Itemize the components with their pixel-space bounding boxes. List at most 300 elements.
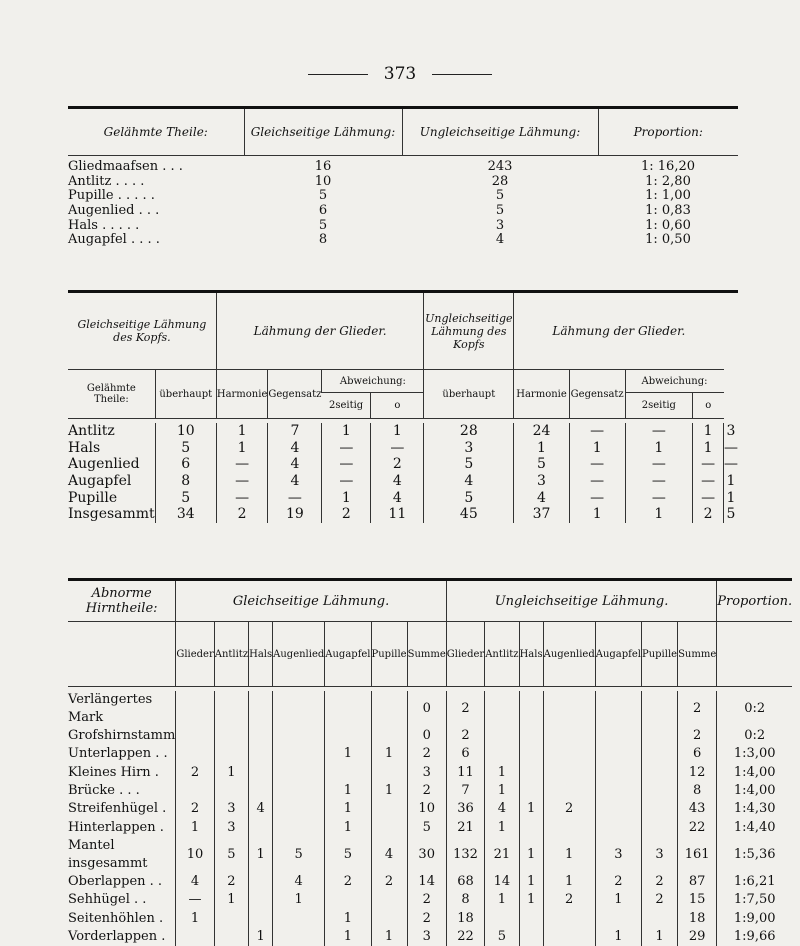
row-name: Vorderlappen .	[68, 928, 166, 944]
table-cell: 12	[678, 764, 717, 782]
table-cell	[641, 764, 677, 782]
cell-gleich: 8	[318, 232, 328, 248]
subheader-ueberhaupt-2: überhaupt	[424, 370, 514, 419]
table-cell: —	[322, 456, 371, 473]
table-cell: 1	[249, 928, 273, 946]
table-cell: 8	[446, 891, 484, 909]
table-cell: 1	[543, 837, 595, 873]
table-cell: 1	[325, 782, 371, 800]
table-cell	[519, 909, 543, 927]
table-cell: 19	[268, 506, 322, 523]
table-row	[68, 782, 792, 800]
table-cell: 4	[514, 489, 570, 506]
table-cell	[371, 909, 407, 927]
cell-proportion: 1:4,00	[717, 782, 792, 800]
table-cell: —	[216, 489, 268, 506]
table-cell: 29	[678, 928, 717, 946]
cell-ungleich: 28	[491, 173, 509, 189]
table-cell: 68	[446, 873, 484, 891]
table-cell: 1	[176, 818, 214, 836]
table-row	[68, 489, 738, 506]
cell-gleich: 5	[318, 188, 328, 204]
table-cell: —	[625, 423, 693, 440]
subheader-zseitig: 2seitig	[322, 393, 371, 419]
table-sub-header	[68, 622, 792, 687]
table-cell: 2	[446, 691, 484, 727]
table-cell: 1	[693, 423, 724, 440]
cell-proportion: 1:3,00	[717, 745, 792, 763]
table-row	[68, 473, 738, 490]
table-row	[68, 837, 792, 873]
table-cell: 5	[424, 489, 514, 506]
table-cell: 4	[371, 837, 407, 873]
table-cell: 1	[625, 440, 693, 457]
table-cell: 14	[485, 873, 519, 891]
table-cell: 1	[569, 506, 625, 523]
table-cell	[249, 782, 273, 800]
table-row	[68, 727, 792, 745]
table-cell: 1	[322, 489, 371, 506]
subheader-harmonie: Harmonie	[216, 370, 268, 419]
table-cell	[641, 691, 677, 727]
table-cell: 1	[569, 440, 625, 457]
table-cell	[176, 691, 214, 727]
table-cell: —	[724, 439, 738, 456]
table-cell	[519, 764, 543, 782]
table-paralysis-proportion	[68, 106, 738, 248]
table-cell	[595, 800, 641, 818]
table-cell: 2	[641, 873, 677, 891]
table-cell: 4	[273, 873, 325, 891]
table-cell: 2	[325, 873, 371, 891]
header-cell: Proportion:	[598, 108, 738, 156]
cell-proportion: 1: 2,80	[645, 173, 691, 189]
subheader-cell: Summe	[407, 622, 446, 687]
cell-proportion: 0:2	[717, 727, 792, 745]
row-name: Pupille	[68, 489, 118, 506]
table-cell: 5	[155, 440, 216, 457]
table-cell: 2	[216, 506, 268, 523]
table-cell	[519, 928, 543, 946]
table-cell: 4	[268, 456, 322, 473]
table-cell: 30	[407, 837, 446, 873]
table-cell: —	[693, 489, 724, 506]
table-cell: 1	[641, 928, 677, 946]
table-cell: 1	[214, 891, 248, 909]
table-cell	[371, 891, 407, 909]
table-cell: 1	[519, 891, 543, 909]
header-proportion: Proportion.	[717, 580, 792, 622]
table-cell: 7	[446, 782, 484, 800]
row-name: Sehhügel . .	[68, 892, 147, 908]
table-row	[68, 691, 792, 727]
table-cell: 14	[407, 873, 446, 891]
table-cell: 1	[176, 909, 214, 927]
table-cell: 2	[543, 891, 595, 909]
table-cell: 1	[625, 506, 693, 523]
table-cell: 132	[446, 837, 484, 873]
rule-right	[432, 74, 492, 75]
subheader-zseitig-2: 2seitig	[625, 393, 693, 419]
table-cell: 2	[322, 506, 371, 523]
table-cell: 1	[325, 909, 371, 927]
table-cell: —	[625, 456, 693, 473]
header-ungleich-kopf: Ungleichseitige Lähmung des Kopfs	[424, 292, 514, 370]
page-number: 373	[383, 64, 417, 84]
table-cell	[249, 691, 273, 727]
subheader-cell: Pupille	[371, 622, 407, 687]
table-cell: 7	[268, 423, 322, 440]
table-cell	[273, 727, 325, 745]
leader-dots: . . . .	[130, 232, 160, 248]
table-cell: 2	[543, 800, 595, 818]
table-cell: 6	[155, 456, 216, 473]
header-abnorm: Abnorme Hirntheile:	[68, 580, 176, 622]
table-cell: 22	[446, 928, 484, 946]
cell-gleich: 5	[318, 217, 328, 233]
cell-proportion: 0:2	[717, 691, 792, 727]
table-cell: —	[216, 473, 268, 490]
cell-proportion: 1:9,00	[717, 909, 792, 927]
table-cell	[273, 818, 325, 836]
row-name: Unterlappen . .	[68, 746, 168, 762]
table-cell	[641, 800, 677, 818]
table-cell: —	[724, 456, 738, 473]
table-cell: 4	[268, 440, 322, 457]
table-cell: 2	[176, 764, 214, 782]
table-cell: 21	[446, 818, 484, 836]
table-cell: 1	[325, 800, 371, 818]
table-cell: —	[569, 489, 625, 506]
header-cell: Gelähmte Theile:	[68, 108, 244, 156]
cell-proportion: 1: 1,00	[645, 188, 691, 204]
subheader-cell: Glieder	[176, 622, 214, 687]
cell-proportion: 1: 0,83	[645, 203, 691, 219]
table-cell	[519, 818, 543, 836]
table-cell: —	[322, 473, 371, 490]
table-cell: 6	[678, 745, 717, 763]
subheader-gegensatz-2: Gegensatz	[569, 370, 625, 419]
table-cell: 2	[641, 891, 677, 909]
table-cell	[249, 764, 273, 782]
row-label	[68, 175, 244, 190]
table-cell: 3	[724, 423, 739, 440]
table-cell: 4	[249, 800, 273, 818]
table-cell	[543, 928, 595, 946]
leader-dots: . . . . .	[117, 188, 155, 204]
table-cell: 5	[514, 456, 570, 473]
table-cell	[273, 764, 325, 782]
table-cell: 5	[325, 837, 371, 873]
table-cell: 1	[371, 745, 407, 763]
table-cell: 1	[216, 440, 268, 457]
table-cell: 1	[485, 818, 519, 836]
table-cell: 43	[678, 800, 717, 818]
table-cell	[249, 727, 273, 745]
row-label	[68, 233, 244, 248]
row-name: Augenlied	[68, 203, 135, 219]
subheader-theile: Gelähmte Theile:	[68, 370, 155, 419]
table-cell: 22	[678, 818, 717, 836]
table-cell	[371, 800, 407, 818]
table-cell: 0	[407, 691, 446, 727]
table-cell: 1	[693, 440, 724, 457]
table-cell: 4	[371, 473, 424, 490]
table-cell: 37	[514, 506, 570, 523]
table-header	[68, 108, 738, 156]
cell-proportion: 1: 0,50	[645, 232, 691, 248]
table-cell	[543, 691, 595, 727]
table-cell: 2	[595, 873, 641, 891]
table-cell: 3	[595, 837, 641, 873]
row-name: Hals	[68, 439, 101, 456]
subheader-abweichung: Abweichung:	[322, 370, 424, 393]
table-cell	[519, 727, 543, 745]
table-cell	[325, 691, 371, 727]
header-gleich-kopf: Gleichseitige Lähmung des Kopfs.	[68, 292, 216, 370]
table-cell	[371, 764, 407, 782]
page-number-row	[0, 64, 800, 84]
subheader-cell: Antlitz	[485, 622, 519, 687]
table-cell: 1	[519, 837, 543, 873]
cell-gleich: 16	[314, 159, 332, 175]
table-row	[68, 873, 792, 891]
leader-dots: . . .	[162, 159, 183, 175]
table-cell	[273, 745, 325, 763]
table-cell: 1	[371, 423, 424, 440]
table-cell	[485, 727, 519, 745]
table-cell: 1	[595, 891, 641, 909]
table-cell	[595, 745, 641, 763]
table-cell	[273, 782, 325, 800]
header-ungleich: Ungleichseitige Lähmung.	[446, 580, 716, 622]
table-row	[68, 440, 738, 457]
table-cell: 1	[485, 764, 519, 782]
table-cell	[595, 727, 641, 745]
cell-gleich: 10	[314, 173, 332, 189]
table-cell	[273, 691, 325, 727]
cell-proportion: 1:9,66	[717, 928, 792, 946]
table-cell: 1	[485, 891, 519, 909]
row-name: Insgesammt	[68, 506, 155, 523]
table-cell	[641, 745, 677, 763]
table-cell: 1	[595, 928, 641, 946]
header-glieder-left: Lähmung der Glieder.	[216, 292, 424, 370]
table-row	[68, 928, 792, 946]
table-body	[68, 423, 738, 523]
table-cell: 18	[678, 909, 717, 927]
subheader-abweichung-2: Abweichung:	[625, 370, 723, 393]
table-cell: 4	[268, 473, 322, 490]
table-cell: —	[322, 440, 371, 457]
row-name: Augenlied	[68, 456, 140, 473]
table-cell: 15	[678, 891, 717, 909]
leader-dots: . . . . .	[102, 217, 140, 233]
row-name: Verlängertes Mark	[68, 692, 153, 725]
table-cell: 0	[407, 727, 446, 745]
subheader-gegensatz: Gegensatz	[268, 370, 322, 419]
table-cell: 21	[485, 837, 519, 873]
table-cell: —	[625, 473, 693, 490]
cell-proportion: 1:4,00	[717, 764, 792, 782]
table-top-header	[68, 292, 738, 370]
table-cell	[249, 818, 273, 836]
table-sub-header	[68, 370, 738, 393]
table-cell: 2	[407, 745, 446, 763]
table-cell: 11	[446, 764, 484, 782]
table-cell: 1	[216, 423, 268, 440]
cell-proportion: 1:4,30	[717, 800, 792, 818]
table-cell: 5	[407, 818, 446, 836]
table-top-header	[68, 580, 792, 622]
table-row	[68, 204, 738, 219]
table-cell	[543, 764, 595, 782]
table-row	[68, 745, 792, 763]
table-cell	[214, 928, 248, 946]
table-cell: 1	[322, 423, 371, 440]
table-cell: 8	[155, 473, 216, 490]
row-name: Seitenhöhlen .	[68, 910, 164, 926]
row-name: Mantel insgesammt	[68, 837, 148, 871]
row-label	[68, 160, 244, 175]
table-cell: 1	[724, 473, 739, 490]
table-cell	[641, 727, 677, 745]
table-cell	[176, 928, 214, 946]
cell-ungleich: 3	[495, 217, 505, 233]
subheader-cell: Pupille	[641, 622, 677, 687]
cell-ungleich: 243	[487, 159, 513, 175]
subheader-o: o	[371, 393, 424, 419]
table-cell: 3	[407, 764, 446, 782]
table-cell	[249, 909, 273, 927]
cell-proportion: 1: 16,20	[641, 159, 695, 175]
table-cell: 8	[678, 782, 717, 800]
table-cell: 4	[424, 473, 514, 490]
table-cell	[485, 745, 519, 763]
row-name: Hals	[68, 217, 98, 233]
table-cell: 5	[155, 489, 216, 506]
table-cell	[371, 727, 407, 745]
table-cell	[325, 727, 371, 745]
table-cell: 1	[514, 440, 570, 457]
leader-dots: . . . .	[115, 173, 145, 189]
table-cell: —	[625, 489, 693, 506]
table-cell: 4	[176, 873, 214, 891]
row-label	[68, 204, 244, 219]
table-cell: 4	[485, 800, 519, 818]
table-row	[68, 189, 738, 204]
table-body	[68, 160, 738, 248]
row-name: Augapfel	[68, 473, 132, 490]
table-cell	[371, 818, 407, 836]
table-cell: 1	[214, 764, 248, 782]
table-cell	[485, 691, 519, 727]
subheader-cell: Hals	[519, 622, 543, 687]
table-cell	[519, 691, 543, 727]
table-cell: 24	[514, 423, 570, 440]
table-cell: 2	[678, 727, 717, 745]
cell-proportion: 1:7,50	[717, 891, 792, 909]
row-name: Antlitz	[68, 423, 115, 440]
cell-gleich: 6	[318, 203, 328, 219]
row-name: Gliedmaafsen	[68, 159, 159, 175]
table-cell	[595, 764, 641, 782]
table-cell	[214, 691, 248, 727]
table-cell	[543, 818, 595, 836]
table-cell: 1	[325, 745, 371, 763]
table-cell: 1	[724, 489, 739, 506]
table-cell: 2	[678, 691, 717, 727]
table-row	[68, 909, 792, 927]
table-cell	[641, 782, 677, 800]
table-cell: 2	[214, 873, 248, 891]
cell-ungleich: 4	[495, 232, 505, 248]
table-cell: 1	[273, 891, 325, 909]
table-cell	[176, 727, 214, 745]
table-cell	[273, 928, 325, 946]
table-row	[68, 423, 738, 440]
table-cell: 3	[514, 473, 570, 490]
row-name: Grofshirnstamm	[68, 728, 176, 744]
table-row	[68, 818, 792, 836]
row-name: Augapfel	[68, 232, 127, 248]
table-cell: 10	[155, 423, 216, 440]
table-cell: 5	[724, 506, 739, 523]
table-cell: 2	[407, 782, 446, 800]
table-cell: —	[216, 456, 268, 473]
row-name: Streifenhügel .	[68, 801, 167, 817]
table-cell: 28	[424, 423, 514, 440]
table-cell: —	[693, 456, 724, 473]
subheader-cell: Augenlied	[273, 622, 325, 687]
table-cell: 36	[446, 800, 484, 818]
table-cell	[176, 782, 214, 800]
subheader-cell: Augapfel	[595, 622, 641, 687]
table-cell	[485, 909, 519, 927]
table-cell	[543, 745, 595, 763]
subheader-cell: Summe	[678, 622, 717, 687]
table-cell: 1	[485, 782, 519, 800]
table-cell: 1	[519, 800, 543, 818]
table-cell	[214, 909, 248, 927]
table-cell: 5	[424, 456, 514, 473]
cell-ungleich: 5	[495, 188, 505, 204]
table-cell	[595, 782, 641, 800]
table-cell: 5	[485, 928, 519, 946]
table-cell: 87	[678, 873, 717, 891]
table-cell: 5	[273, 837, 325, 873]
table-cell: —	[569, 456, 625, 473]
table-body	[68, 691, 792, 946]
table-row	[68, 506, 738, 523]
row-name: Kleines Hirn .	[68, 764, 159, 780]
table-cell: 2	[693, 506, 724, 523]
table-cell	[595, 818, 641, 836]
row-name: Antlitz	[68, 173, 112, 189]
subheader-cell: Antlitz	[214, 622, 248, 687]
subheader-o-2: o	[693, 393, 724, 419]
table-row	[68, 175, 738, 190]
table-cell: 2	[446, 727, 484, 745]
table-cell: 1	[371, 782, 407, 800]
table-cell: 3	[214, 818, 248, 836]
row-name: Pupille	[68, 188, 114, 204]
subheader-ueberhaupt: überhaupt	[155, 370, 216, 419]
row-name: Brücke . . .	[68, 783, 140, 799]
table-cell	[641, 818, 677, 836]
table-head-limb-paralysis	[68, 290, 738, 523]
table-cell	[176, 745, 214, 763]
